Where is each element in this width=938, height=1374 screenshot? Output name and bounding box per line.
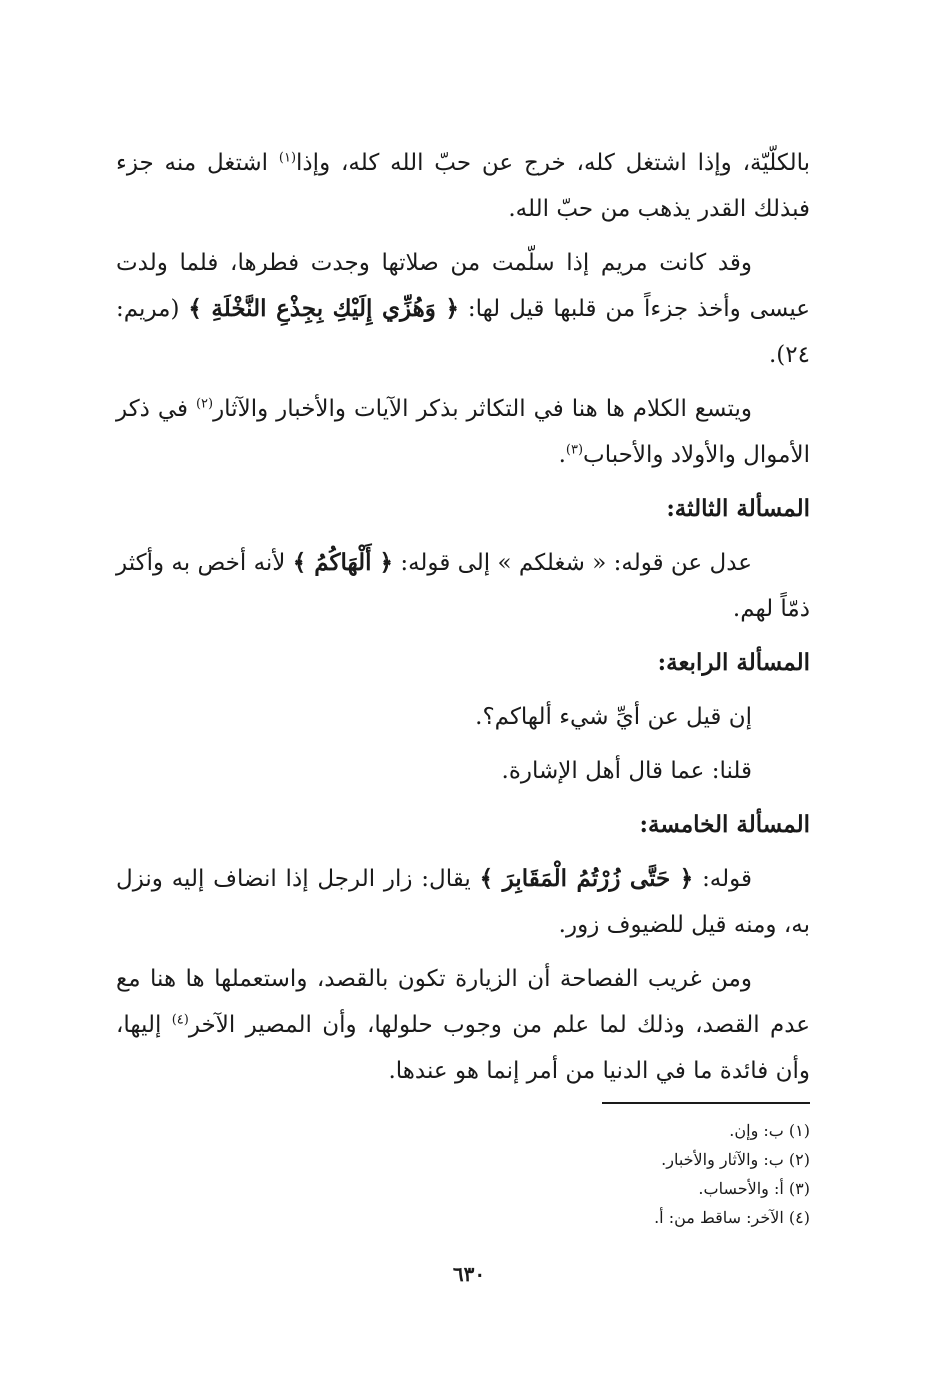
paragraph-8: ومن غريب الفصاحة أن الزيارة تكون بالقصد، واستعملها ها هنا مع عدم القصد، وذلك لما علم من وجوب حلولها، وأن المصير الآخر$^{(٤)}$ إليها، وأن فائدة ما في الدنيا من أمر إنما هو عندها.: [116, 966, 810, 1084]
paragraph-1: بالكلّيّة، وإذا اشتغل كله، خرج عن حبّ الله كله، وإذا$^{(١)}$ اشتغل منه جزء فبذلك القدر يذهب من حبّ الله.: [116, 150, 810, 222]
footnote-1: (١) ب: وإن.: [729, 1121, 810, 1140]
footnote-4: (٤) الآخر: ساقط من: أ.: [654, 1208, 810, 1227]
main-text: [116, 140, 810, 1102]
paragraph-7: قوله: ﴿ حَتَّى زُرْتُمُ الْمَقَابِرَ ﴾ يقال: زار الرجل إذا انضاف إليه ونزل به، ومنه قيل للضيوف زور.: [116, 865, 810, 938]
section-heading-4: المسألة الرابعة:: [657, 649, 810, 676]
quran-verse: ﴿ أَلْهَاكُمُ ﴾: [292, 549, 394, 576]
page-number: ٦٣٠: [452, 1262, 486, 1286]
quran-verse: ﴿ وَهُزِّي إِلَيْكِ بِجِذْعِ النَّخْلَةِ ﴾: [188, 295, 459, 322]
paragraph-2: وقد كانت مريم إذا سلّمت من صلاتها وجدت فطرها، فلما ولدت عيسى وأخذ جزءاً من قلبها قيل لها: ﴿ وَهُزِّي إِلَيْكِ بِجِذْعِ النَّخْلَةِ ﴾ (مريم: ٢٤).: [116, 250, 811, 368]
footnote-separator: [602, 1102, 810, 1104]
footnotes: [116, 1116, 810, 1232]
paragraph-5: إن قيل عن أيِّ شيء ألهاكم؟.: [475, 704, 752, 730]
footnote-ref-1: (١): [278, 150, 297, 166]
paragraph-4: عدل عن قوله: « شغلكم » إلى قوله: ﴿ أَلْهَاكُمُ ﴾ لأنه أخص به وأكثر ذمّاً لهم.: [116, 549, 810, 622]
footnote-ref-3: (٣): [565, 442, 584, 458]
quran-verse: ﴿ حَتَّى زُرْتُمُ الْمَقَابِرَ ﴾: [479, 865, 694, 892]
paragraph-6: قلنا: عما قال أهل الإشارة.: [501, 758, 752, 784]
footnote-2: (٢) ب: والآثار والأخبار.: [661, 1150, 810, 1169]
footnote-3: (٣) أ: والأحساب.: [698, 1179, 810, 1198]
footnote-ref-4: (٤): [171, 1012, 189, 1028]
section-heading-5: المسألة الخامسة:: [639, 811, 810, 838]
footnote-ref-2: (٢): [195, 396, 214, 412]
paragraph-3: ويتسع الكلام ها هنا في التكاثر بذكر الآيات والأخبار والآثار$^{(٢)}$ في ذكر الأموال والأولاد والأحباب$^{(٣)}$.: [116, 396, 810, 468]
section-heading-3: المسألة الثالثة:: [666, 495, 810, 522]
